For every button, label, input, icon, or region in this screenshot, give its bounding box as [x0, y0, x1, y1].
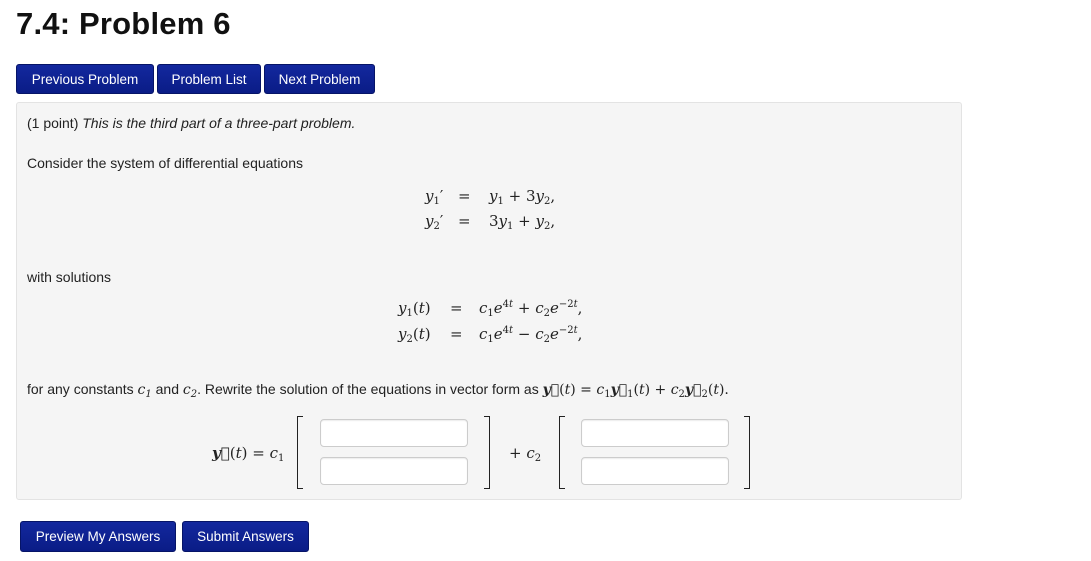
- problem-list-button[interactable]: Problem List: [157, 64, 261, 94]
- rewrite-text: [27, 381, 729, 400]
- equation-lhs-1: $y_1'$: [425, 187, 444, 207]
- equation-rhs-2: $3y_1 + y_2$,: [489, 212, 556, 232]
- answer-input-c2-bottom[interactable]: [581, 457, 729, 485]
- submit-answers-button[interactable]: Submit Answers: [182, 521, 309, 552]
- solution-equals-1: =: [450, 299, 463, 317]
- left-bracket-1: [297, 416, 303, 489]
- intro-text: This is the third part of a three-part problem.: [82, 115, 356, 131]
- with-solutions-text: with solutions: [27, 269, 112, 285]
- page-title: 7.4: Problem 6: [16, 6, 231, 41]
- consider-text: Consider the system of differential equations: [27, 155, 304, 171]
- equation-equals-2: =: [458, 212, 471, 230]
- solution-lhs-2: $y_2(t)$: [398, 325, 431, 345]
- answer-input-c1-top[interactable]: [320, 419, 468, 447]
- problem-intro: [27, 115, 355, 131]
- constant-c2: $c_2$: [182, 382, 198, 400]
- plus-c2: + $c_2$: [509, 444, 542, 464]
- problem-panel: [16, 102, 962, 500]
- rewrite-and: and: [155, 381, 179, 397]
- points-label: (1 point): [27, 115, 79, 131]
- solution-rhs-1: $c_1e^{4t} + c_2e^{-2t}$,: [479, 299, 583, 319]
- constant-c1: $c_1$: [137, 382, 152, 400]
- right-bracket-2: [744, 416, 750, 489]
- answer-input-c2-top[interactable]: [581, 419, 729, 447]
- rewrite-prefix: for any constants: [27, 381, 134, 397]
- left-bracket-2: [559, 416, 565, 489]
- next-problem-button[interactable]: Next Problem: [264, 64, 375, 94]
- vector-form-formula: y⃗(t) = $c_1y⃗_1(t)$ + $c_2y⃗_2(t)$.: [542, 382, 729, 400]
- answer-lhs: y⃗(t) = $c_1$: [212, 444, 285, 464]
- solution-lhs-1: $y_1(t)$: [398, 299, 431, 319]
- equation-rhs-1: $y_1 + 3y_2$,: [489, 187, 556, 207]
- solution-rhs-2: $c_1e^{4t} - c_2e^{-2t}$,: [479, 325, 583, 345]
- equation-lhs-2: $y_2'$: [425, 212, 444, 232]
- preview-answers-button[interactable]: Preview My Answers: [20, 521, 176, 552]
- rewrite-suffix: . Rewrite the solution of the equations in vector form as: [197, 381, 539, 397]
- right-bracket-1: [484, 416, 490, 489]
- solution-equals-2: =: [450, 325, 463, 343]
- answer-input-c1-bottom[interactable]: [320, 457, 468, 485]
- equation-equals-1: =: [458, 187, 471, 205]
- previous-problem-button[interactable]: Previous Problem: [16, 64, 154, 94]
